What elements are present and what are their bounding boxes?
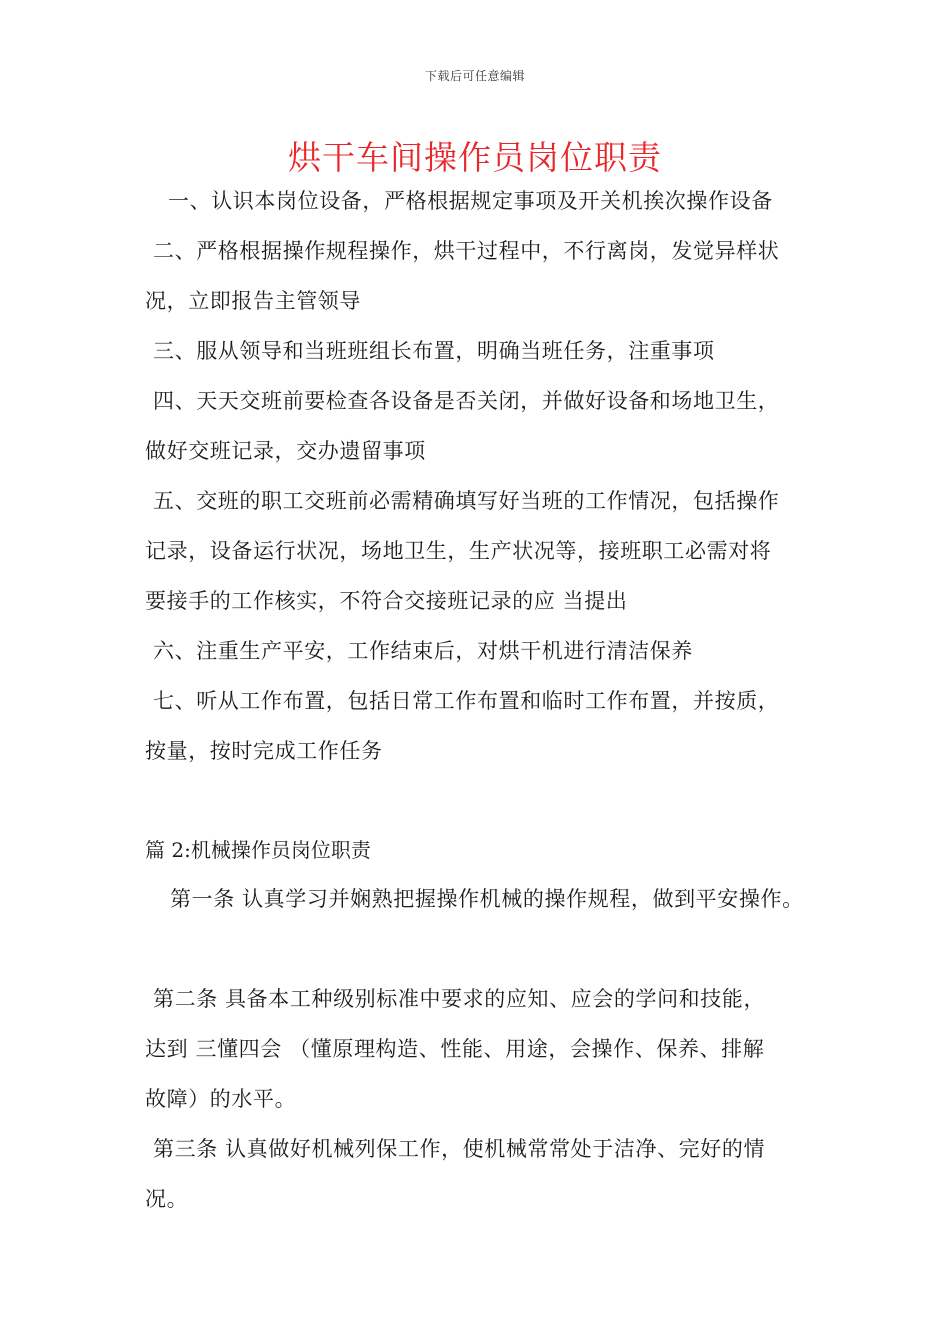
body-line: 况，立即报告主管领导 bbox=[145, 289, 361, 313]
section2-line: 第二条 具备本工种级别标准中要求的应知、应会的学问和技能， bbox=[153, 987, 766, 1011]
section2-line: 达到 三懂四会 （懂原理构造、性能、用途，会操作、保养、排解 bbox=[145, 1037, 765, 1061]
body-line: 二、严格根据操作规程操作，烘干过程中，不行离岗，发觉异样状 bbox=[153, 239, 780, 263]
body-line: 五、交班的职工交班前必需精确填写好当班的工作情况，包括操作 bbox=[153, 489, 780, 513]
body-line: 按量，按时完成工作任务 bbox=[145, 739, 383, 763]
body-line: 三、服从领导和当班班组长布置，明确当班任务，注重事项 bbox=[153, 339, 715, 363]
section2-line: 第一条 认真学习并娴熟把握操作机械的操作规程，做到平安操作。 bbox=[170, 887, 804, 911]
section2-line: 况。 bbox=[145, 1187, 189, 1211]
body-line: 七、听从工作布置，包括日常工作布置和临时工作布置，并按质， bbox=[153, 689, 780, 713]
body-line: 要接手的工作核实，不符合交接班记录的应 当提出 bbox=[145, 589, 628, 613]
header-note: 下载后可任意编辑 bbox=[424, 69, 525, 83]
body-line: 记录，设备运行状况，场地卫生，生产状况等，接班职工必需对将 bbox=[145, 539, 772, 563]
section2-line: 故障）的水平。 bbox=[145, 1087, 297, 1111]
section-heading: 篇 2:机械操作员岗位职责 bbox=[145, 838, 371, 862]
body-line: 做好交班记录，交办遗留事项 bbox=[145, 439, 426, 463]
section2-line: 第三条 认真做好机械列保工作，使机械常常处于洁净、完好的情 bbox=[153, 1137, 766, 1161]
body-line: 四、天天交班前要检查各设备是否关闭，并做好设备和场地卫生， bbox=[153, 389, 780, 413]
page-title: 烘干车间操作员岗位职责 bbox=[288, 138, 662, 177]
body-line: 一、认识本岗位设备，严格根据规定事项及开关机挨次操作设备 bbox=[168, 189, 773, 213]
body-line: 六、注重生产平安，工作结束后，对烘干机进行清洁保养 bbox=[153, 639, 693, 663]
